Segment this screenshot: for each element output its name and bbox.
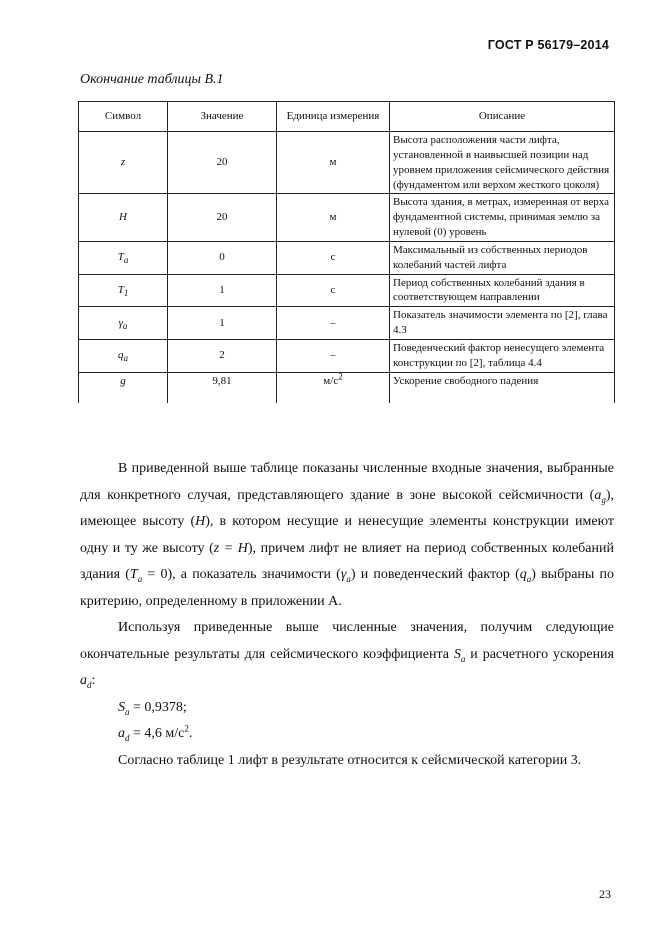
cell-value: 20: [168, 132, 277, 194]
header-unit: Единица измерения: [277, 102, 390, 132]
cell-symbol: $q_a$: [79, 339, 168, 372]
cell-symbol: g: [79, 372, 168, 403]
paragraph-category: Согласно таблице 1 лифт в результате относится к сейсмической категории 3.: [118, 752, 582, 768]
cell-symbol: $T_1$: [79, 274, 168, 307]
cell-unit: м: [277, 132, 390, 194]
text-run: Используя приведенные выше численные значения, получим следующие окончательные результаты для сейсмического коэффициента: [80, 620, 614, 662]
var-qa: $q_a$: [519, 567, 532, 584]
text-run: ), причем лифт не влияет на период собственных колебаний здания (: [80, 540, 614, 582]
table-row: [79, 194, 615, 242]
var-gamma-a: $\gamma_a$: [340, 567, 351, 584]
formula-sa: $S_a = 0,9378$;: [118, 699, 187, 717]
cell-description: Поведенческий фактор ненесущего элемента конструкции по [2], таблица 4.4: [390, 339, 615, 372]
cell-unit: –: [277, 339, 390, 372]
table-row: [79, 372, 615, 403]
text-run: В приведенной выше таблице показаны численные входные значения, выбранные для конкретного случая, представляющего здание в зоне высокой сейсмичности (: [80, 461, 614, 503]
paragraph-input-values: [80, 456, 614, 615]
table-row: [79, 307, 615, 340]
text-run: ) и поведенческий фактор (: [350, 567, 520, 582]
cell-description: Показатель значимости элемента по [2], глава 4.3: [390, 307, 615, 340]
table-row: [79, 274, 615, 307]
cell-value: 1: [168, 274, 277, 307]
paragraph-results: [80, 615, 614, 695]
cell-symbol: z: [79, 132, 168, 194]
cell-description: Период собственных колебаний здания в соответствующем направлении: [390, 274, 615, 307]
var-sa: $S_a$: [453, 646, 466, 664]
page-number: 23: [599, 887, 611, 901]
text-run: ), имеющее высоту (: [80, 487, 614, 529]
cell-description: Высота здания, в метрах, измеренная от верха фундаментной системы, принимая землю за нулевой (0) уровень: [390, 194, 615, 242]
header-value: Значение: [168, 102, 277, 132]
cell-value: 1: [168, 307, 277, 340]
cell-symbol: $\gamma_a$: [79, 307, 168, 340]
formula-ad: $a_d = 4,6$ $м/с^2$.: [118, 723, 193, 743]
table-row: [79, 339, 615, 372]
cell-unit: м: [277, 194, 390, 242]
var-h: H: [195, 514, 206, 529]
header-description: Описание: [390, 102, 615, 132]
cell-description: Ускорение свободного падения: [390, 372, 615, 403]
cell-unit: с: [277, 241, 390, 274]
table-caption: Окончание таблицы В.1: [80, 72, 224, 87]
text-run: ), в котором несущие и ненесущие элементы конструкции имеют одну и ту же высоту (: [80, 514, 615, 556]
table-header-row: [79, 102, 615, 132]
var-ta: $T_a = 0$: [129, 567, 168, 584]
cell-description: Максимальный из собственных периодов колебаний частей лифта: [390, 241, 615, 274]
text-run: :: [91, 673, 96, 688]
var-z-eq-h: z = H: [213, 540, 248, 556]
document-standard-header: ГОСТ Р 56179–2014: [487, 38, 609, 52]
table-row: [79, 241, 615, 274]
cell-unit: –: [277, 307, 390, 340]
text-run: ) выбраны по критерию, определенному в приложении А.: [80, 567, 615, 609]
text-run: ), а показатель значимости (: [167, 567, 341, 582]
cell-unit: $м/с^2$: [277, 372, 390, 403]
cell-value: 0: [168, 241, 277, 274]
header-symbol: Символ: [79, 102, 168, 132]
cell-value: 2: [168, 339, 277, 372]
var-ag: $a_g$: [594, 487, 606, 505]
cell-symbol: $T_a$: [79, 241, 168, 274]
table-row: [79, 132, 615, 194]
var-ad: $a_d$: [80, 673, 92, 690]
cell-description: Высота расположения части лифта, установленной в наивысшей позиции над уровнем приложения сейсмического действия (фундаментом или верхом жесткого цоколя): [390, 132, 615, 194]
cell-symbol: H: [79, 194, 168, 242]
cell-value: 20: [168, 194, 277, 242]
cell-value: 9,81: [168, 372, 277, 403]
text-run: и расчетного ускорения: [465, 646, 614, 662]
body-text: [80, 456, 614, 774]
cell-unit: с: [277, 274, 390, 307]
parameters-table: [78, 101, 615, 403]
